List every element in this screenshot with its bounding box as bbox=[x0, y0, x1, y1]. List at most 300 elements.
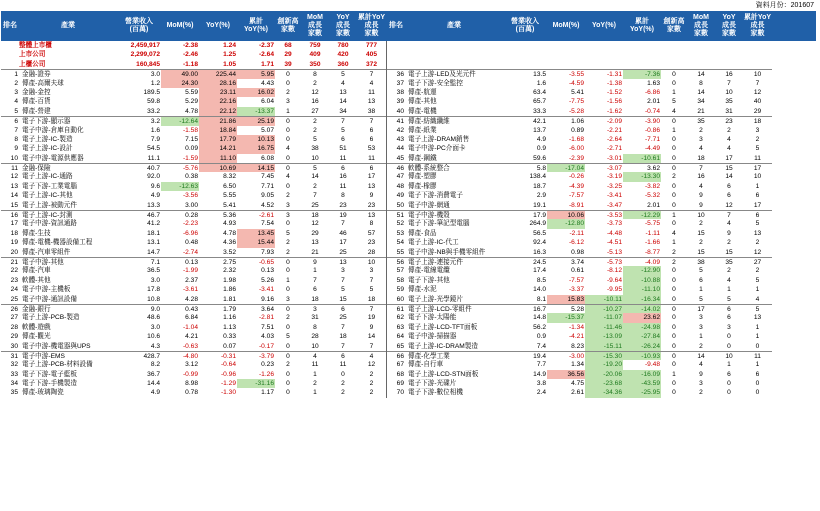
cell-mom: 0.38 bbox=[185, 173, 198, 181]
cell-mom-growth-count: 25 bbox=[311, 201, 319, 209]
cell-mom: 4.28 bbox=[185, 295, 198, 303]
cell-cum-yoy-growth-count: 1 bbox=[755, 333, 760, 341]
table-row bbox=[387, 107, 772, 116]
cell-new-high-count: 0 bbox=[672, 192, 676, 200]
table-row bbox=[387, 276, 772, 285]
cell-mom-growth-count: 2 bbox=[313, 118, 317, 126]
cell-rank: 61 bbox=[396, 305, 404, 313]
cell-yoy: -3.25 bbox=[606, 182, 622, 190]
cell-new-high-count: 0 bbox=[286, 258, 290, 266]
cell-cum-yoy: -12.29 bbox=[623, 211, 661, 219]
cell-mom-growth-count: 4 bbox=[699, 182, 703, 190]
cell-yoy: 1.05 bbox=[223, 60, 236, 68]
cell-cum-yoy-growth-count: 4 bbox=[369, 352, 374, 360]
table-row bbox=[387, 257, 772, 266]
cell-revenue: 2,459,917 bbox=[130, 42, 160, 49]
cell-mom: 4.21 bbox=[185, 333, 198, 341]
cell-new-high-count: 5 bbox=[286, 229, 290, 237]
cell-yoy-growth-count: 12 bbox=[725, 201, 733, 209]
cell-new-high-count: 3 bbox=[286, 212, 290, 220]
cell-cum-yoy: 9.16 bbox=[261, 295, 274, 303]
cell-new-high-count: 0 bbox=[672, 201, 676, 209]
cell-mom-growth-count: 10 bbox=[697, 212, 705, 220]
cell-mom-growth-count: 15 bbox=[697, 248, 705, 256]
cell-yoy-growth-count: 9 bbox=[727, 229, 731, 237]
cell-yoy: 1.79 bbox=[223, 305, 236, 313]
cell-cum-yoy-growth-count: 13 bbox=[367, 98, 376, 106]
cell-revenue: 36.7 bbox=[147, 370, 160, 378]
cell-yoy-growth-count: 0 bbox=[727, 380, 731, 388]
cell-mom: -4.39 bbox=[568, 182, 584, 190]
cell-yoy: -15.11 bbox=[585, 342, 623, 351]
cell-mom: -3.55 bbox=[568, 71, 584, 79]
cell-industry: 傳產-塑膠 bbox=[408, 173, 437, 181]
cell-industry: 金融-保險 bbox=[22, 165, 51, 173]
cell-mom-growth-count: 12 bbox=[311, 220, 319, 228]
cell-cum-yoy-growth-count: 7 bbox=[755, 79, 760, 87]
table-row bbox=[1, 107, 386, 116]
cell-new-high-count: 0 bbox=[286, 380, 290, 388]
cell-yoy-growth-count: 14 bbox=[339, 98, 347, 106]
cell-yoy-growth-count: 16 bbox=[725, 71, 733, 79]
cell-new-high-count: 2 bbox=[286, 239, 290, 247]
table-row bbox=[387, 313, 772, 322]
cell-rank: 51 bbox=[396, 212, 404, 220]
cell-mom-growth-count: 9 bbox=[699, 201, 703, 209]
cell-yoy: -15.30 bbox=[585, 352, 623, 360]
cell-mom: -6.00 bbox=[568, 145, 584, 153]
cell-revenue: 7.4 bbox=[536, 342, 546, 350]
cell-cum-yoy: 7.93 bbox=[261, 248, 274, 256]
table-row bbox=[1, 342, 386, 351]
cell-cum-yoy-growth-count: 6 bbox=[369, 126, 374, 134]
cell-industry: 電子中游-電源供應器 bbox=[22, 154, 84, 162]
cell-mom: 1.06 bbox=[571, 118, 584, 126]
cell-rank: 4 bbox=[14, 98, 18, 106]
cell-industry: 軟體-其他 bbox=[22, 276, 51, 284]
cell-mom-growth-count: 2 bbox=[699, 126, 703, 134]
cell-mom-growth-count: 2 bbox=[313, 126, 317, 134]
cell-cum-yoy: -2.81 bbox=[258, 314, 274, 322]
cell-mom-growth-count: 18 bbox=[697, 154, 705, 162]
cell-revenue: 4.9 bbox=[536, 135, 546, 143]
cell-cum-yoy: 13.45 bbox=[237, 229, 275, 238]
header-mom: MoM(%) bbox=[552, 22, 580, 29]
table-row bbox=[387, 163, 772, 172]
table-row bbox=[387, 379, 772, 388]
cell-cum-yoy: -10.93 bbox=[623, 352, 661, 360]
cell-yoy-growth-count: 17 bbox=[339, 239, 347, 247]
cell-yoy: -3.73 bbox=[606, 220, 622, 228]
cell-yoy: -2.09 bbox=[606, 118, 622, 126]
cell-yoy-growth-count: 0 bbox=[727, 333, 731, 341]
cell-cum-yoy: -2.64 bbox=[258, 51, 274, 59]
cell-yoy: 14.21 bbox=[199, 144, 237, 153]
cell-rank: 26 bbox=[10, 305, 18, 313]
cell-industry: 傳產-電線電纜 bbox=[408, 267, 450, 275]
cell-mom: -3.56 bbox=[182, 192, 198, 200]
cell-yoy: -9.95 bbox=[606, 286, 622, 294]
cell-cum-yoy-growth-count: 5 bbox=[755, 220, 760, 228]
table-row bbox=[387, 219, 772, 228]
cell-cum-yoy: -3.79 bbox=[258, 352, 274, 360]
cell-cum-yoy-growth-count: 6 bbox=[755, 212, 760, 220]
table-row bbox=[387, 201, 772, 210]
cell-mom-growth-count: 34 bbox=[697, 98, 705, 106]
table-row bbox=[1, 210, 386, 219]
cell-industry: 傳產-營建 bbox=[22, 107, 51, 115]
cell-cum-yoy: 23.62 bbox=[623, 313, 661, 322]
cell-cum-yoy: 16.75 bbox=[237, 144, 275, 153]
cell-cum-yoy: -3.82 bbox=[644, 182, 660, 190]
cell-cum-yoy: -7.36 bbox=[623, 70, 661, 78]
cell-yoy-growth-count: 420 bbox=[337, 51, 349, 59]
cell-yoy-growth-count: 7 bbox=[341, 276, 345, 284]
table-row bbox=[387, 351, 772, 360]
table-row bbox=[387, 116, 772, 125]
table-row bbox=[1, 182, 386, 191]
cell-mom-growth-count: 9 bbox=[699, 370, 703, 378]
cell-mom-growth-count: 16 bbox=[697, 173, 705, 181]
cell-new-high-count: 0 bbox=[286, 323, 290, 331]
cell-mom: -5.76 bbox=[182, 165, 198, 173]
cell-yoy: -3.53 bbox=[606, 212, 622, 220]
right-table bbox=[387, 41, 772, 398]
cell-cum-yoy: -14.02 bbox=[623, 305, 661, 313]
cell-revenue: 14.9 bbox=[533, 370, 546, 378]
cell-mom-growth-count: 2 bbox=[313, 380, 317, 388]
cell-new-high-count: 2 bbox=[286, 192, 290, 200]
cell-rank: 22 bbox=[10, 267, 18, 275]
cell-mom: 0.98 bbox=[571, 248, 584, 256]
cell-cum-yoy-growth-count: 2 bbox=[369, 389, 374, 397]
cell-new-high-count: 0 bbox=[672, 145, 676, 153]
cell-cum-yoy-growth-count: 13 bbox=[753, 229, 762, 237]
cell-new-high-count: 1 bbox=[672, 126, 676, 134]
cell-mom-growth-count: 12 bbox=[311, 88, 319, 96]
cell-cum-yoy-growth-count: 1 bbox=[755, 361, 760, 369]
cell-industry: 傳產-紡織纖維 bbox=[408, 118, 450, 126]
cell-new-high-count: 0 bbox=[672, 286, 676, 294]
cell-mom: 3.12 bbox=[185, 361, 198, 369]
table-row bbox=[387, 79, 772, 88]
cell-yoy: 1.24 bbox=[223, 42, 236, 49]
cell-revenue: 9.6 bbox=[150, 182, 160, 190]
cell-cum-yoy-growth-count: 7 bbox=[369, 305, 374, 313]
cell-revenue: 264.9 bbox=[529, 220, 546, 228]
cell-new-high-count: 0 bbox=[672, 352, 676, 360]
cell-cum-yoy-growth-count: 5 bbox=[369, 286, 374, 294]
cell-mom: -3.00 bbox=[568, 352, 584, 360]
cell-cum-yoy-growth-count: 12 bbox=[367, 361, 376, 369]
cell-mom-growth-count: 18 bbox=[311, 295, 319, 303]
cell-revenue: 48.6 bbox=[147, 314, 160, 322]
cell-industry: 電子下游-安全監控 bbox=[408, 79, 463, 87]
cell-cum-yoy-growth-count: 5 bbox=[755, 305, 760, 313]
cell-mom-growth-count: 14 bbox=[697, 71, 705, 79]
cell-mom-growth-count: 4 bbox=[699, 145, 703, 153]
cell-revenue: 16.3 bbox=[533, 248, 546, 256]
cell-mom-growth-count: 2 bbox=[313, 182, 317, 190]
cell-yoy-growth-count: 18 bbox=[339, 333, 347, 341]
cell-industry: 電子下游-工業電腦 bbox=[22, 182, 77, 190]
table-row bbox=[1, 323, 386, 332]
cell-revenue: 3.0 bbox=[150, 323, 160, 331]
cell-industry: 傳產-橡膠 bbox=[408, 182, 437, 190]
cell-cum-yoy-growth-count: 12 bbox=[753, 88, 762, 96]
cell-yoy-growth-count: 2 bbox=[727, 239, 731, 247]
cell-revenue: 36.5 bbox=[147, 267, 160, 275]
cell-industry: 電子中游-EMS bbox=[22, 352, 65, 360]
cell-yoy: 10.69 bbox=[199, 164, 237, 172]
cell-mom: 0.61 bbox=[571, 267, 584, 275]
table-row bbox=[387, 229, 772, 238]
cell-cum-yoy-growth-count: 17 bbox=[367, 173, 376, 181]
cell-mom-growth-count: 14 bbox=[697, 88, 705, 96]
cell-new-high-count: 0 bbox=[672, 389, 676, 397]
cell-rank: 36 bbox=[396, 71, 404, 79]
table-row bbox=[1, 360, 386, 369]
cell-yoy: -13.09 bbox=[585, 332, 623, 341]
cell-new-high-count: 0 bbox=[286, 267, 290, 275]
cell-mom-growth-count: 7 bbox=[313, 192, 317, 200]
cell-yoy: -5.13 bbox=[606, 248, 622, 256]
cell-yoy: 1.16 bbox=[223, 314, 236, 322]
cell-cum-yoy-growth-count: 53 bbox=[367, 145, 376, 153]
cell-cum-yoy-growth-count: 777 bbox=[365, 42, 377, 49]
cell-mom-growth-count: 759 bbox=[309, 42, 321, 49]
cell-rank: 56 bbox=[396, 258, 404, 266]
cell-mom-growth-count: 5 bbox=[699, 295, 703, 303]
cell-revenue: 4.3 bbox=[150, 342, 160, 350]
cell-mom: 5.29 bbox=[185, 98, 198, 106]
cell-revenue: 11.1 bbox=[147, 154, 160, 162]
cell-yoy-growth-count: 3 bbox=[727, 323, 731, 331]
cell-mom: 0.78 bbox=[185, 389, 198, 397]
right-header bbox=[387, 11, 772, 41]
cell-revenue: 5.8 bbox=[536, 165, 546, 173]
table-row bbox=[387, 191, 772, 200]
table-row bbox=[387, 88, 772, 97]
cell-mom-growth-count: 7 bbox=[313, 276, 317, 284]
cell-mom-growth-count: 38 bbox=[697, 258, 705, 266]
cell-revenue: 19.4 bbox=[533, 352, 546, 360]
cell-new-high-count: 5 bbox=[672, 98, 676, 106]
cell-cum-yoy-growth-count: 17 bbox=[753, 165, 762, 173]
cell-yoy: 5.55 bbox=[223, 192, 236, 200]
cell-new-high-count: 2 bbox=[286, 248, 290, 256]
cell-new-high-count: 4 bbox=[672, 107, 676, 115]
cell-cum-yoy-growth-count: 0 bbox=[755, 389, 760, 397]
cell-rank: 1 bbox=[14, 71, 18, 79]
cell-rank: 69 bbox=[396, 380, 404, 388]
cell-industry: 電子中游-主機板 bbox=[22, 286, 71, 294]
cell-mom: -7.57 bbox=[568, 276, 584, 284]
cell-yoy-growth-count: 6 bbox=[341, 165, 345, 173]
left-table bbox=[1, 41, 386, 398]
cell-mom: -2.46 bbox=[182, 51, 198, 59]
cell-revenue: 56.5 bbox=[533, 229, 546, 237]
cell-mom: 8.98 bbox=[185, 380, 198, 388]
cell-yoy: -34.36 bbox=[585, 388, 623, 397]
cell-yoy: 225.44 bbox=[199, 70, 237, 78]
cell-cum-yoy: -12.90 bbox=[623, 266, 661, 275]
cell-mom-growth-count: 2 bbox=[699, 220, 703, 228]
cell-mom: 3.74 bbox=[571, 258, 584, 266]
cell-mom: 15.83 bbox=[547, 295, 585, 304]
cell-mom: -2.38 bbox=[182, 42, 198, 49]
cell-yoy: -0.96 bbox=[220, 370, 236, 378]
cell-mom-growth-count: 17 bbox=[697, 305, 705, 313]
cell-industry: 傳產-汽車零組件 bbox=[22, 248, 71, 256]
cell-revenue: 10.8 bbox=[147, 295, 160, 303]
cell-yoy-growth-count: 2 bbox=[341, 389, 345, 397]
cell-industry: 傳產-航運 bbox=[408, 88, 437, 96]
header-cum-yoy-growth-count: 累計YoY 成長 家數 bbox=[357, 14, 386, 37]
cell-new-high-count: 0 bbox=[672, 267, 676, 275]
cell-yoy-growth-count: 4 bbox=[341, 79, 345, 87]
cell-revenue: 56.2 bbox=[533, 323, 546, 331]
table-row bbox=[387, 144, 772, 153]
cell-rank bbox=[1, 50, 19, 59]
cell-rank: 21 bbox=[10, 258, 18, 266]
cell-cum-yoy-growth-count: 28 bbox=[367, 248, 376, 256]
cell-cum-yoy: -0.86 bbox=[644, 126, 660, 134]
cell-industry: 傳產-汽車 bbox=[22, 267, 51, 275]
cell-cum-yoy-growth-count: 12 bbox=[753, 248, 762, 256]
cell-rank: 48 bbox=[396, 182, 404, 190]
cell-mom-growth-count: 35 bbox=[697, 118, 705, 126]
cell-mom: 0.89 bbox=[571, 126, 584, 134]
table-row bbox=[387, 285, 772, 294]
cell-industry: 傳產-高爾夫球 bbox=[22, 79, 64, 87]
cell-mom: -6.96 bbox=[182, 229, 198, 237]
cell-yoy: -19.20 bbox=[585, 360, 623, 369]
header-yoy-growth-count: YoY 成長 家數 bbox=[336, 14, 350, 37]
cell-revenue: 3.8 bbox=[536, 380, 546, 388]
cell-yoy: -4.48 bbox=[606, 229, 622, 237]
cell-cum-yoy: -10.61 bbox=[623, 154, 661, 163]
table-row bbox=[387, 154, 772, 163]
cell-cum-yoy-growth-count: 11 bbox=[754, 352, 761, 360]
cell-mom: -5.28 bbox=[568, 107, 584, 115]
cell-cum-yoy: 0.23 bbox=[261, 361, 274, 369]
cell-yoy-growth-count: 13 bbox=[339, 88, 347, 96]
cell-industry: 電子上游-IC-代工 bbox=[408, 239, 459, 247]
cell-rank: 42 bbox=[396, 126, 404, 134]
cell-cum-yoy-growth-count: 10 bbox=[367, 258, 376, 266]
cell-cum-yoy: -1.66 bbox=[644, 239, 660, 247]
cell-industry: 上櫃公司 bbox=[19, 60, 46, 68]
cell-cum-yoy-growth-count: 23 bbox=[367, 239, 376, 247]
cell-cum-yoy: -43.59 bbox=[623, 379, 661, 388]
cell-rank: 18 bbox=[10, 229, 18, 237]
report-tables bbox=[1, 41, 816, 398]
cell-revenue: 0.9 bbox=[536, 333, 546, 341]
cell-yoy-growth-count: 5 bbox=[341, 286, 345, 294]
cell-cum-yoy-growth-count: 18 bbox=[367, 295, 376, 303]
cell-cum-yoy-growth-count: 2 bbox=[369, 380, 374, 388]
cell-yoy: 4.36 bbox=[223, 239, 236, 247]
cell-yoy: 5.41 bbox=[223, 201, 236, 209]
cell-new-high-count: 2 bbox=[286, 361, 290, 369]
cell-cum-yoy: -5.32 bbox=[644, 192, 660, 200]
header-mom-growth-count: MoM 成長 家數 bbox=[307, 14, 323, 37]
cell-mom-growth-count: 1 bbox=[699, 333, 703, 341]
cell-cum-yoy: 1.71 bbox=[261, 60, 274, 68]
cell-cum-yoy-growth-count: 4 bbox=[369, 79, 374, 87]
cell-rank: 60 bbox=[396, 295, 404, 303]
cell-yoy-growth-count: 4 bbox=[727, 220, 731, 228]
cell-revenue: 14.7 bbox=[147, 248, 160, 256]
cell-cum-yoy-growth-count: 5 bbox=[755, 276, 760, 284]
cell-mom-growth-count: 9 bbox=[699, 192, 703, 200]
cell-revenue: 14.0 bbox=[533, 286, 546, 294]
table-row bbox=[1, 126, 386, 135]
cell-cum-yoy-growth-count: 11 bbox=[368, 154, 375, 162]
cell-new-high-count: 4 bbox=[286, 145, 290, 153]
cell-revenue: 428.7 bbox=[143, 352, 160, 360]
header-mom-growth-count: MoM 成長 家數 bbox=[693, 14, 709, 37]
cell-cum-yoy-growth-count: 57 bbox=[367, 229, 376, 237]
cell-cum-yoy-growth-count: 14 bbox=[367, 333, 376, 341]
table-row bbox=[387, 295, 772, 304]
cell-mom-growth-count: 29 bbox=[311, 229, 319, 237]
cell-cum-yoy-growth-count: 2 bbox=[369, 370, 374, 378]
cell-new-high-count: 1 bbox=[672, 88, 676, 96]
cell-yoy-growth-count: 6 bbox=[341, 135, 345, 143]
cell-mom-growth-count: 21 bbox=[311, 248, 319, 256]
table-row bbox=[1, 135, 386, 144]
cell-new-high-count: 39 bbox=[284, 60, 292, 68]
summary-row bbox=[1, 41, 386, 50]
cell-revenue: 3.0 bbox=[150, 71, 160, 79]
header-new-high-count: 創新高 家數 bbox=[277, 18, 299, 33]
cell-cum-yoy-growth-count: 27 bbox=[753, 258, 762, 266]
cell-industry: 電子下游-消費電子 bbox=[408, 192, 463, 200]
cell-yoy-growth-count: 7 bbox=[341, 220, 345, 228]
header-mom: MoM(%) bbox=[166, 22, 194, 29]
table-row bbox=[1, 388, 386, 397]
cell-mom: -6.12 bbox=[568, 239, 584, 247]
cell-yoy-growth-count: 34 bbox=[339, 107, 347, 115]
cell-new-high-count: 1 bbox=[672, 239, 676, 247]
cell-rank: 19 bbox=[10, 239, 18, 247]
cell-industry: 電子上游-IC-製造 bbox=[22, 135, 73, 143]
cell-yoy-growth-count: 23 bbox=[339, 201, 347, 209]
table-row bbox=[1, 276, 386, 285]
cell-cum-yoy-growth-count: 13 bbox=[753, 314, 762, 322]
cell-revenue: 17.9 bbox=[533, 212, 546, 220]
cell-cum-yoy: 7.51 bbox=[261, 323, 274, 331]
cell-mom: -1.04 bbox=[182, 323, 198, 331]
cell-cum-yoy-growth-count: 1 bbox=[755, 182, 760, 190]
cell-new-high-count: 0 bbox=[672, 276, 676, 284]
cell-yoy-growth-count: 11 bbox=[339, 154, 347, 162]
cell-cum-yoy: -8.77 bbox=[644, 248, 660, 256]
table-row bbox=[387, 304, 772, 313]
table-row bbox=[387, 69, 772, 78]
cell-new-high-count: 0 bbox=[672, 154, 676, 162]
cell-new-high-count: 68 bbox=[284, 42, 292, 49]
cell-mom-growth-count: 18 bbox=[311, 212, 319, 220]
table-row bbox=[1, 144, 386, 153]
cell-rank: 41 bbox=[396, 118, 404, 126]
cell-industry: 電子下游-數位相機 bbox=[408, 389, 463, 397]
cell-yoy-growth-count: 0 bbox=[727, 342, 731, 350]
cell-cum-yoy-growth-count: 10 bbox=[753, 173, 762, 181]
cell-mom: 0.09 bbox=[185, 145, 198, 153]
